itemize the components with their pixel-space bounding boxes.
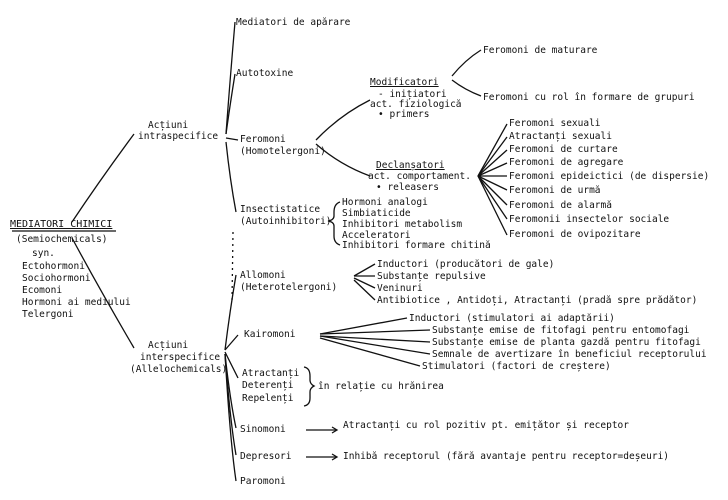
node-depresori: Depresori	[240, 451, 292, 462]
inter-label-2: interspecifice	[140, 352, 221, 363]
kairomoni-item: Semnale de avertizare în beneficiul receptorului	[432, 349, 707, 360]
node-feromoni: Feromoni	[240, 134, 286, 145]
modificatori-line: act. fiziologică	[370, 99, 462, 110]
allomoni-item: Substanțe repulsive	[377, 271, 486, 282]
declansatori-item: Feromoni de urmă	[509, 185, 601, 196]
synonym-item: Ecomoni	[22, 285, 63, 296]
nutrition-item: Atractanți	[242, 368, 300, 379]
insect-item: Simbiaticide	[342, 208, 411, 219]
declansatori-line: act. comportament.	[368, 171, 471, 182]
declansatori-item: Feromoni sexuali	[509, 118, 601, 129]
depresori-note: Inhibă receptorul (fără avantaje pentru receptor=deșeuri)	[343, 451, 670, 462]
root-title: MEDIATORI CHIMICI	[10, 219, 113, 230]
allomoni-item: Veninuri	[377, 283, 423, 294]
insect-item: Acceleratori	[342, 230, 411, 241]
synonym-item: Telergoni	[22, 309, 74, 320]
kairomoni-item: Stimulatori (factori de creștere)	[422, 361, 611, 372]
declansatori-item: Feromoni de agregare	[509, 157, 624, 168]
declansatori-item: Feromonii insectelor sociale	[509, 214, 670, 225]
intra-label: Acțiuni	[148, 120, 189, 131]
kairomoni-item: Inductori (stimulatori ai adaptării)	[409, 313, 615, 324]
modificatori-item: Feromoni cu rol în formare de grupuri	[483, 92, 695, 103]
nutrition-item: Deterenți	[242, 380, 294, 391]
node-autotoxine: Autotoxine	[236, 68, 294, 79]
node-paromoni: Paromoni	[240, 476, 286, 487]
modificatori-item: Feromoni de maturare	[483, 45, 598, 56]
inter-label-3: (Allelochemicals)	[130, 364, 228, 375]
sinomoni-note: Atractanți cu rol pozitiv pt. emițător și receptor	[343, 420, 629, 431]
insect-item: Inhibitori metabolism	[342, 219, 463, 230]
allomoni-item: Antibiotice , Antidoți, Atractanți (pradă spre prădător)	[377, 295, 698, 306]
modificatori-title: Modificatori	[370, 77, 439, 88]
nutrition-note: în relație cu hrănirea	[318, 381, 444, 392]
modificatori-line: - inițiatori	[378, 89, 447, 100]
node-insectistatice: Insectistatice	[240, 204, 321, 215]
inter-label: Acțiuni	[148, 340, 189, 351]
node-mediatori: Mediatori de apărare	[236, 17, 351, 28]
intra-label-2: intraspecifice	[138, 131, 219, 142]
insect-item: Hormoni analogi	[342, 197, 428, 208]
declansatori-item: Atractanți sexuali	[509, 131, 612, 142]
nutrition-item: Repelenți	[242, 393, 294, 404]
insect-item: Inhibitori formare chitină	[342, 240, 491, 251]
declansatori-item: Feromoni de alarmă	[509, 200, 612, 211]
node-insectistatice-sub: (Autoinhibitori)	[240, 216, 332, 227]
declansatori-line: • releasers	[376, 182, 439, 193]
node-allomoni: Allomoni	[240, 270, 286, 281]
declansatori-item: Feromoni de curtare	[509, 144, 618, 155]
kairomoni-item: Substanțe emise de planta gazdă pentru fitofagi	[432, 337, 701, 348]
node-feromoni-sub: (Homotelergoni)	[240, 146, 326, 157]
declansatori-item: Feromoni de ovipozitare	[509, 229, 641, 240]
declansatori-item: Feromoni epideictici (de dispersie)	[509, 171, 710, 182]
synonym-item: Sociohormoni	[22, 273, 91, 284]
node-sinomoni: Sinomoni	[240, 424, 286, 435]
allomoni-item: Inductori (producători de gale)	[377, 259, 555, 270]
declansatori-title: Declanșatori	[376, 160, 445, 171]
root-syn: syn.	[32, 248, 55, 259]
node-allomoni-sub: (Heterotelergoni)	[240, 282, 338, 293]
root-subtitle: (Semiochemicals)	[16, 234, 108, 245]
modificatori-line: • primers	[378, 109, 430, 120]
synonym-item: Hormoni ai mediului	[22, 297, 131, 308]
synonym-item: Ectohormoni	[22, 261, 85, 272]
kairomoni-item: Substanțe emise de fitofagi pentru entomofagi	[432, 325, 690, 336]
node-kairomoni: Kairomoni	[244, 329, 296, 340]
